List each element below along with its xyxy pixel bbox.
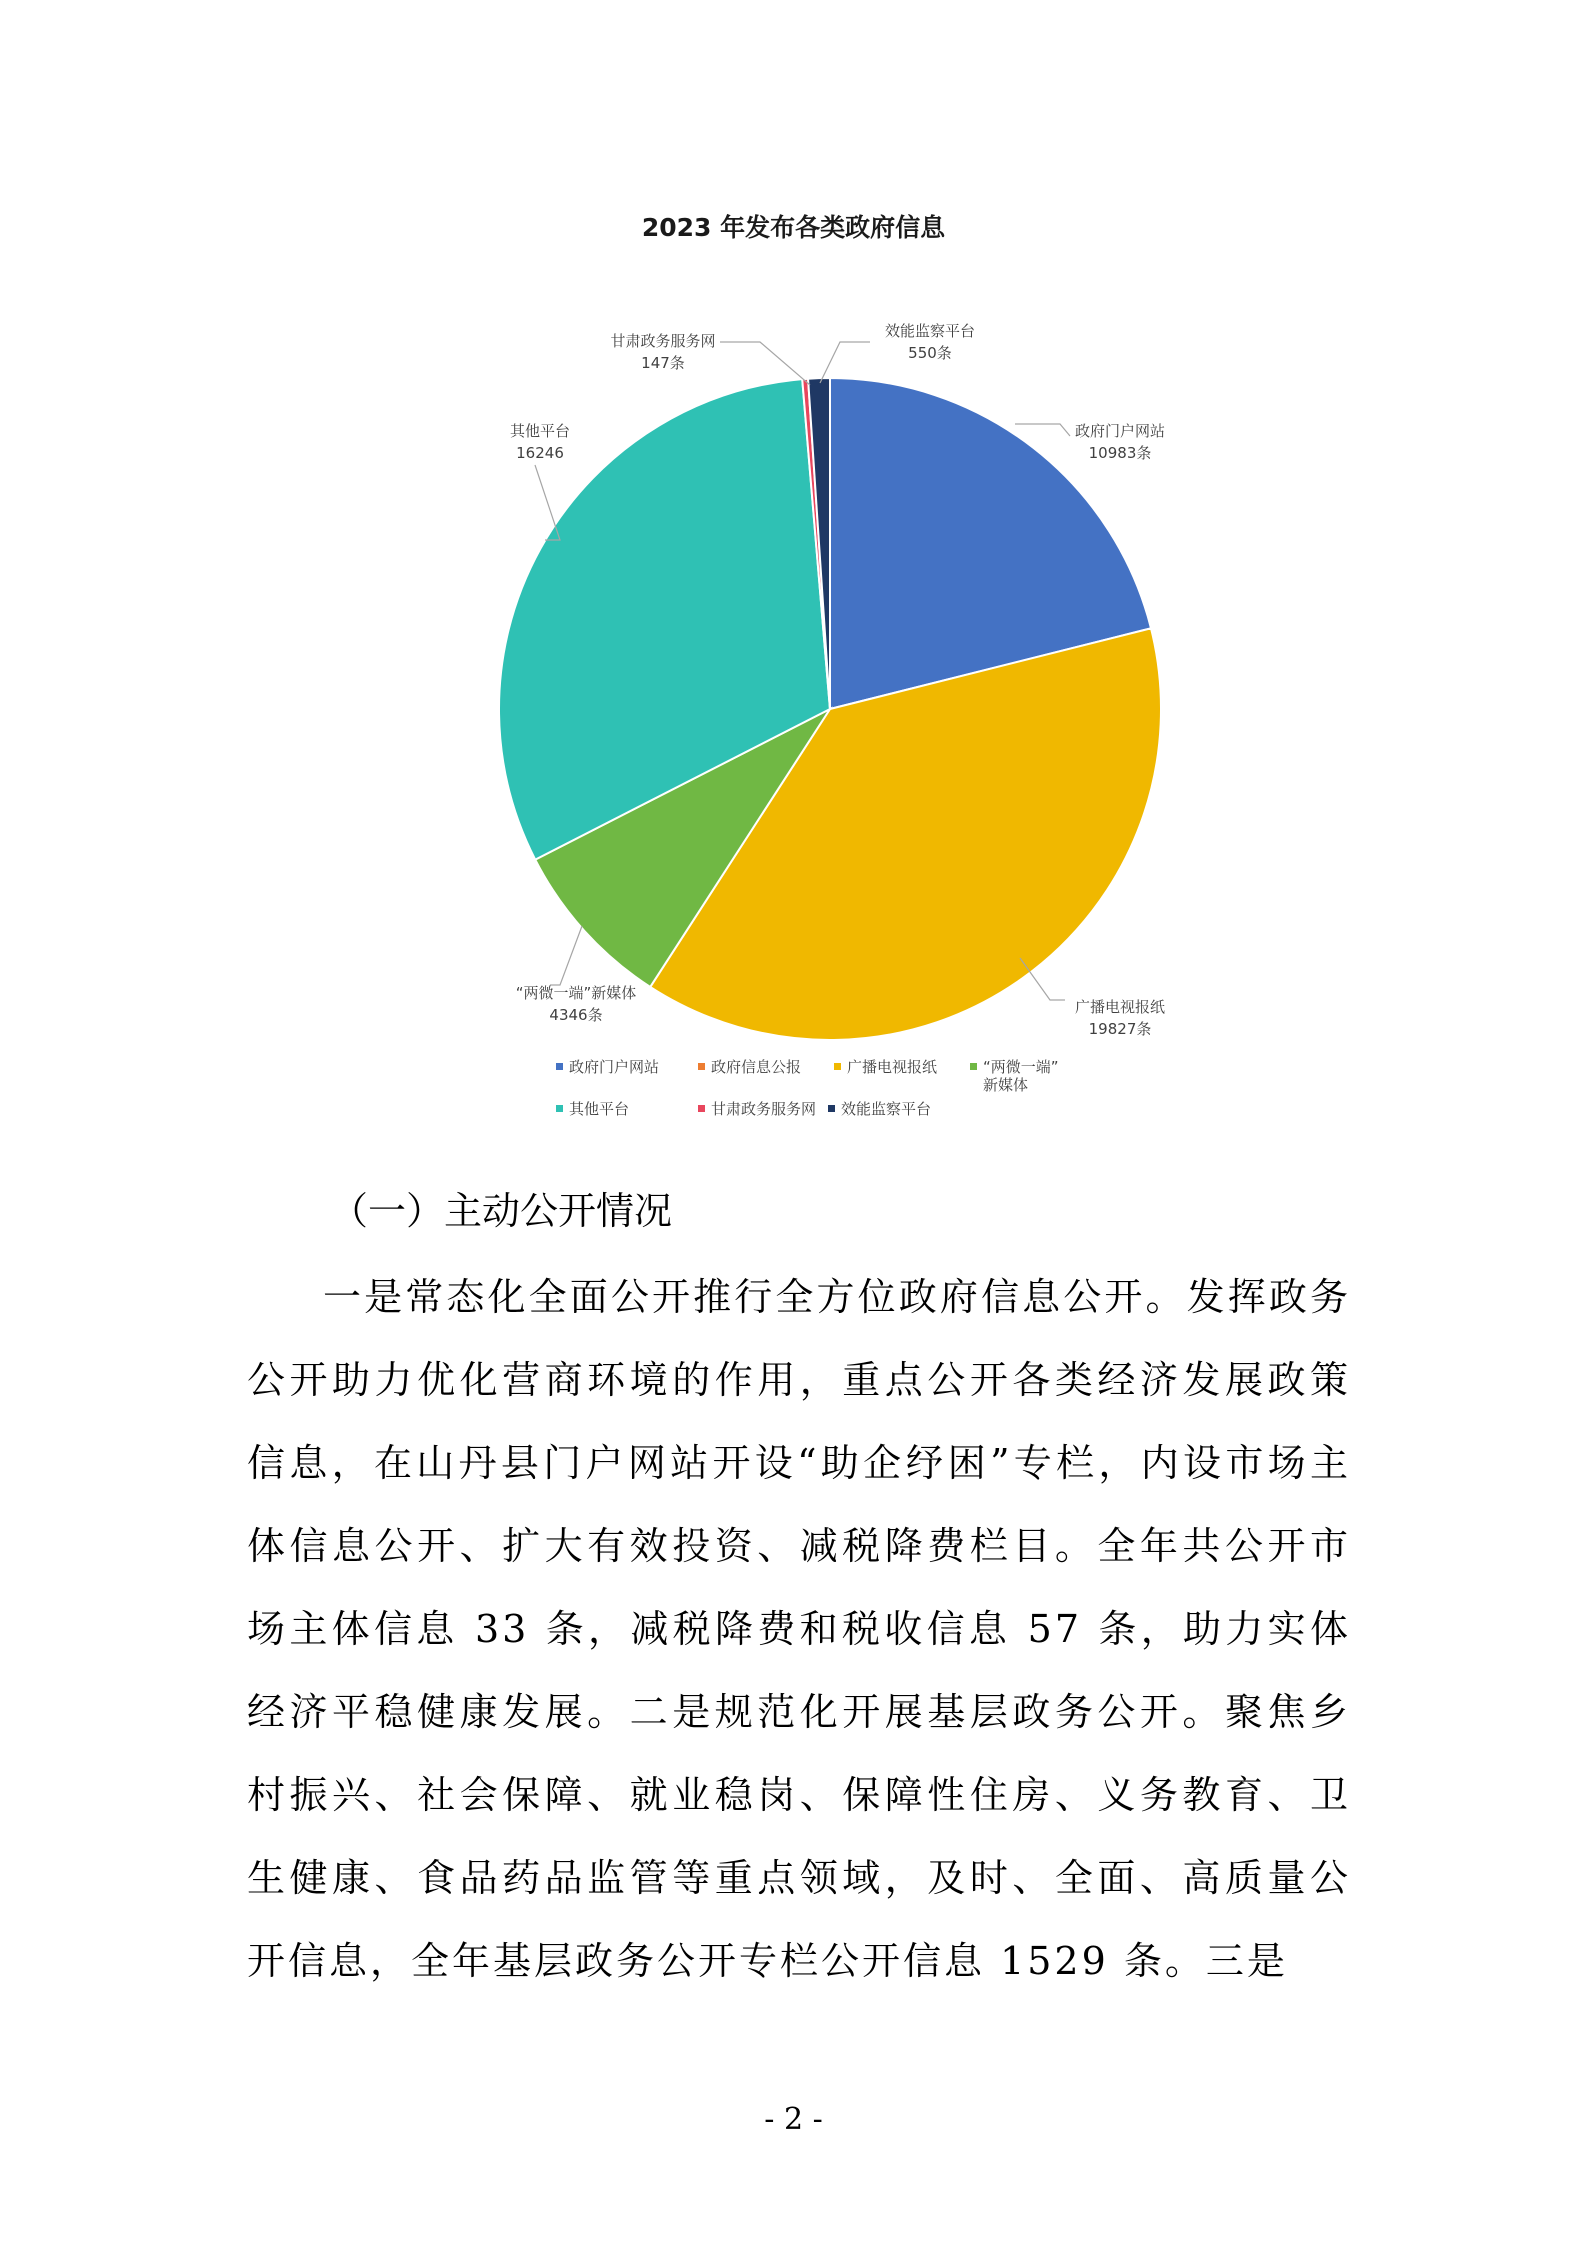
lead-two: 二是 [629, 1690, 715, 1734]
label-tv-value: 19827条 [1088, 1020, 1152, 1038]
pie-slices [499, 378, 1161, 1040]
label-other-value: 16246 [516, 444, 564, 462]
legend-label-bulletin: 政府信息公报 [711, 1058, 802, 1076]
legend-swatch-portal [556, 1063, 563, 1070]
legend-item-media [970, 1058, 1059, 1094]
lead-one: 一是 [323, 1275, 406, 1319]
legend-swatch-bulletin [698, 1063, 705, 1070]
page-number: - 2 - [764, 2102, 823, 2137]
chart-title: 2023 年发布各类政府信息 [641, 213, 946, 242]
legend-label-jiancha: 效能监察平台 [841, 1100, 932, 1118]
legend-item-tv [834, 1058, 937, 1076]
legend-label-media-line2: 新媒体 [983, 1076, 1029, 1094]
label-media-value: 4346条 [549, 1006, 603, 1024]
lead-three: 三是 [1205, 1939, 1288, 1983]
legend-item-bulletin [698, 1058, 801, 1076]
label-tv-name: 广播电视报纸 [1074, 998, 1166, 1016]
paragraph-part-two: 规范化开展基层政务公开。聚焦乡村振兴、社会保障、就业稳岗、保障性住房、义务教育、卫生健康、食品药品监管等重点领域，及时、全面、高质量公开信息，全年基层政务公开专栏公开信息 1529 条。 [247, 1690, 1351, 1983]
legend-item-other [556, 1100, 629, 1118]
legend-label-portal: 政府门户网站 [569, 1058, 660, 1076]
body-text [247, 1256, 1351, 2003]
leader-line-jiancha [820, 342, 870, 383]
legend-swatch-other [556, 1105, 563, 1112]
legend-label-other: 其他平台 [569, 1100, 630, 1118]
label-media-name: “两微一端”新媒体 [515, 984, 637, 1002]
label-other-name: 其他平台 [509, 422, 571, 440]
label-gansu-value: 147条 [641, 354, 685, 372]
leader-line-media [550, 926, 582, 985]
legend-swatch-gansu [698, 1105, 705, 1112]
section-heading: （一）主动公开情况 [330, 1189, 673, 1233]
label-portal-name: 政府门户网站 [1074, 422, 1166, 440]
legend-label-gansu: 甘肃政务服务网 [711, 1100, 817, 1118]
label-jiancha-value: 550条 [908, 344, 952, 362]
leader-line-other [535, 465, 560, 540]
legend-item-jiancha [828, 1100, 931, 1118]
legend-swatch-jiancha [828, 1105, 835, 1112]
label-portal-value: 10983条 [1088, 444, 1152, 462]
legend-item-gansu [698, 1100, 816, 1118]
label-jiancha-name: 效能监察平台 [884, 322, 976, 340]
legend-label-tv: 广播电视报纸 [847, 1058, 938, 1076]
paragraph-part-one: 常态化全面公开推行全方位政府信息公开。发挥政务公开助力优化营商环境的作用，重点公开各类经济发展政策信息，在山丹县门户网站开设“助企纾困”专栏，内设市场主体信息公开、扩大有效投资、减税降费栏目。全年共公开市场主体信息 33 条，减税降费和税收信息 57 条，助力实体经济平稳健康发展。 [247, 1275, 1351, 1734]
body-paragraph [247, 1256, 1351, 2003]
legend-item-portal [556, 1058, 659, 1076]
legend-label-media-line1: “两微一端” [983, 1058, 1059, 1076]
leader-line-gansu [720, 342, 810, 385]
legend-swatch-tv [834, 1063, 841, 1070]
leader-line-portal [1015, 424, 1070, 436]
legend-swatch-media [970, 1063, 977, 1070]
label-gansu-name: 甘肃政务服务网 [610, 332, 716, 350]
